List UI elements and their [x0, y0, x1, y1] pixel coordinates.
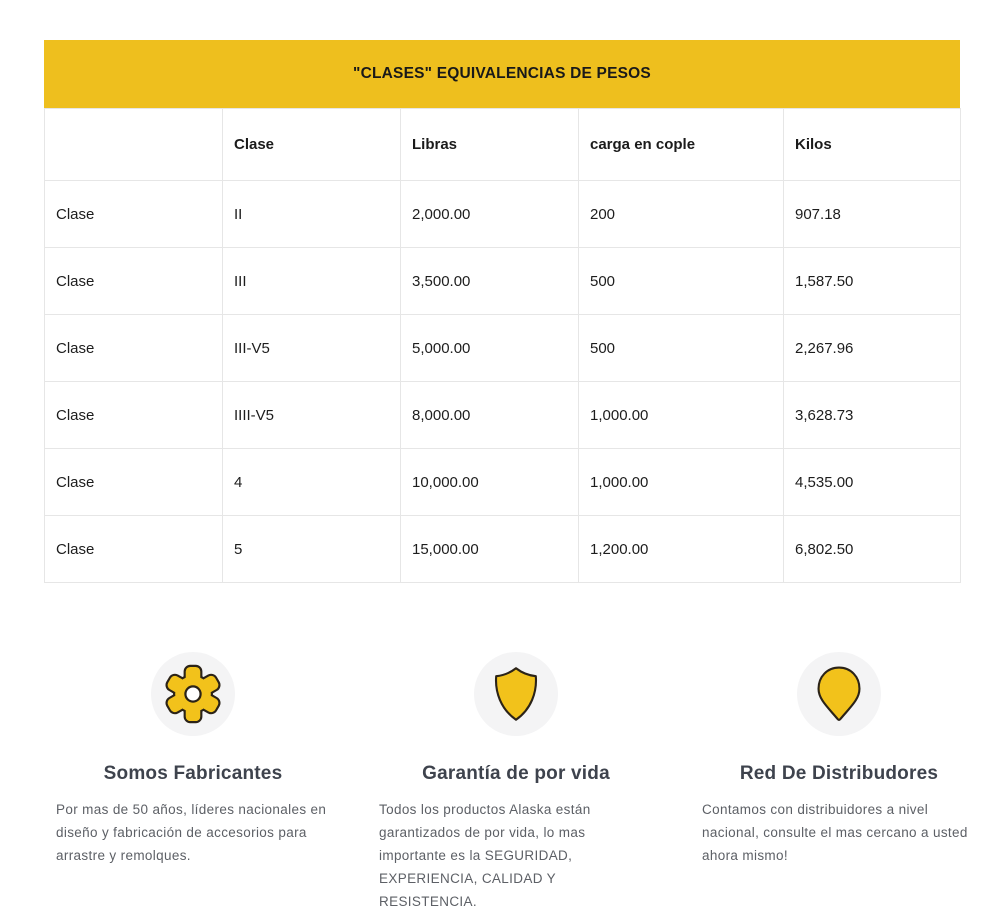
- feature-title: Somos Fabricantes: [103, 763, 283, 784]
- carga-cell: 500: [579, 315, 784, 382]
- libras-cell: 3,500.00: [401, 248, 579, 315]
- column-header-kilos: Kilos: [784, 109, 961, 181]
- column-header-empty: [45, 109, 223, 181]
- feature-text: Por mas de 50 años, líderes nacionales en diseño y fabricación de accesorios para arrastre y remolques.: [56, 802, 327, 863]
- kilos-cell: 907.18: [784, 181, 961, 248]
- table-row: [45, 449, 961, 516]
- column-header-libras: Libras: [401, 109, 579, 181]
- feature-card-distribuidores: [702, 652, 976, 913]
- libras-cell: 10,000.00: [401, 449, 579, 516]
- column-header-carga-en-cople: carga en cople: [579, 109, 784, 181]
- feature-title: Red De Distribudores: [739, 763, 939, 784]
- kilos-cell: 4,535.00: [784, 449, 961, 516]
- column-header-clase: Clase: [223, 109, 401, 181]
- table-row: [45, 382, 961, 449]
- table-title: "CLASES" EQUIVALENCIAS DE PESOS: [353, 65, 651, 82]
- carga-cell: 500: [579, 248, 784, 315]
- kilos-cell: 6,802.50: [784, 516, 961, 583]
- table-row: [45, 315, 961, 382]
- table-row: [45, 181, 961, 248]
- weights-table-section: [44, 40, 960, 583]
- clase-cell: III-V5: [223, 315, 401, 382]
- location-pin-icon: [797, 652, 881, 736]
- feature-card-garantia: [379, 652, 653, 913]
- libras-cell: 5,000.00: [401, 315, 579, 382]
- row-label-cell: Clase: [45, 315, 223, 382]
- libras-cell: 8,000.00: [401, 382, 579, 449]
- kilos-cell: 1,587.50: [784, 248, 961, 315]
- carga-cell: 200: [579, 181, 784, 248]
- table-row: [45, 248, 961, 315]
- features-section: [56, 652, 976, 913]
- feature-title: Garantía de por vida: [422, 763, 610, 784]
- carga-cell: 1,200.00: [579, 516, 784, 583]
- table-title-banner: [44, 40, 960, 108]
- kilos-cell: 3,628.73: [784, 382, 961, 449]
- gear-icon: [151, 652, 235, 736]
- shield-icon: [474, 652, 558, 736]
- clase-cell: II: [223, 181, 401, 248]
- clase-cell: 5: [223, 516, 401, 583]
- clase-cell: 4: [223, 449, 401, 516]
- feature-text: Todos los productos Alaska están garantizados de por vida, lo mas importante es la SEGURIDAD, EXPERIENCIA, CALIDAD Y RESISTENCIA.: [379, 802, 591, 909]
- feature-card-fabricantes: [56, 652, 330, 913]
- row-label-cell: Clase: [45, 382, 223, 449]
- clase-cell: IIII-V5: [223, 382, 401, 449]
- row-label-cell: Clase: [45, 181, 223, 248]
- clase-cell: III: [223, 248, 401, 315]
- libras-cell: 15,000.00: [401, 516, 579, 583]
- carga-cell: 1,000.00: [579, 382, 784, 449]
- row-label-cell: Clase: [45, 449, 223, 516]
- carga-cell: 1,000.00: [579, 449, 784, 516]
- table-row: [45, 516, 961, 583]
- row-label-cell: Clase: [45, 248, 223, 315]
- row-label-cell: Clase: [45, 516, 223, 583]
- weights-table: [44, 108, 961, 583]
- feature-text: Contamos con distribuidores a nivel nacional, consulte el mas cercano a usted ahora mismo!: [702, 802, 968, 863]
- table-header-row: [45, 109, 961, 181]
- kilos-cell: 2,267.96: [784, 315, 961, 382]
- libras-cell: 2,000.00: [401, 181, 579, 248]
